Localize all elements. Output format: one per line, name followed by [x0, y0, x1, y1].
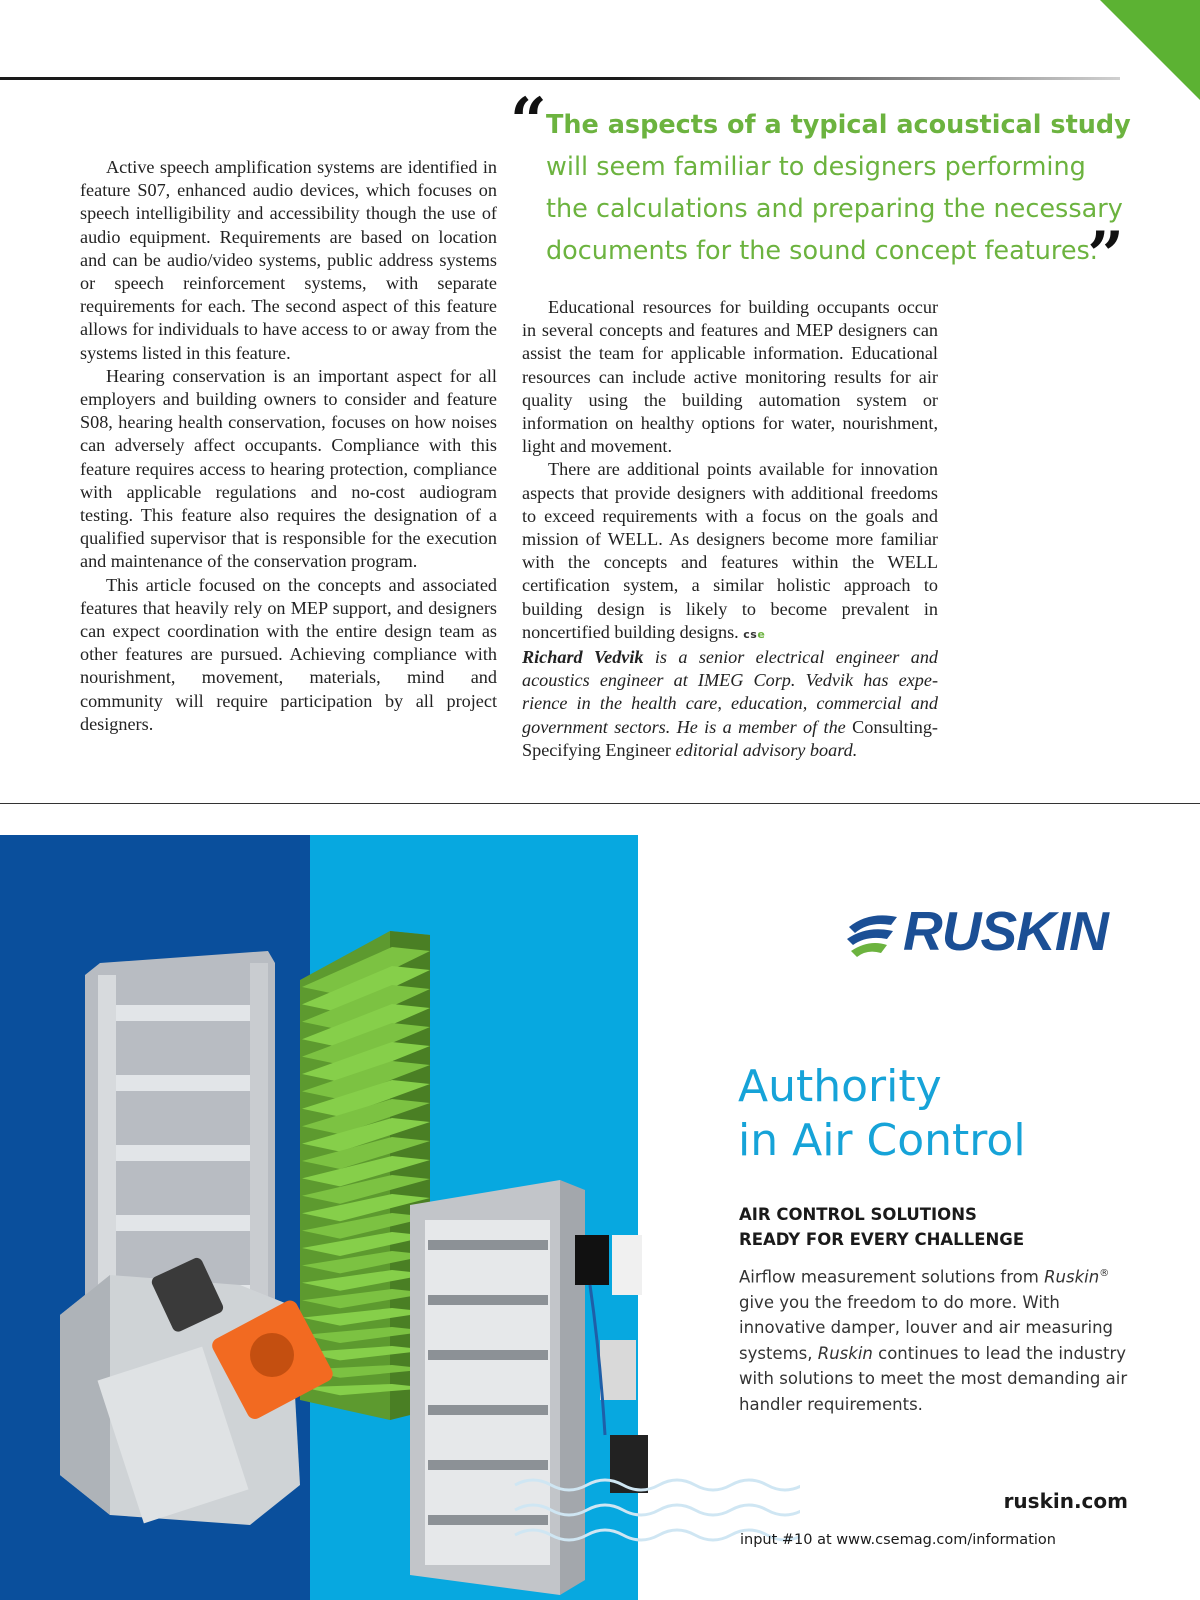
author-bio	[522, 646, 938, 762]
ad-headline-line: Authority	[738, 1061, 942, 1112]
ad-subhead	[739, 1202, 1179, 1252]
article-paragraph-text: There are additional points available for innovation aspects that provide designers with additional freedoms to exceed requirements with a focus on the goals and mission of WELL. As designers become more familiar with the concepts and features within the WELL certification system, a similar holistic approach to building design is likely to become prevalent in noncertified building designs.	[522, 459, 938, 642]
pull-quote-line: The aspects of a typical acoustical study	[546, 110, 1131, 140]
advertisement	[0, 835, 1200, 1600]
damper-blade	[428, 1515, 548, 1525]
ruskin-logo-swoosh-icon	[845, 905, 905, 961]
round-damper-actuator	[60, 1256, 336, 1525]
close-quote-mark: ”	[1087, 218, 1124, 293]
author-bio-text: is a senior electrical engineer and acoustics engineer at IMEG Corp. Vedvik has experience in the health care, education, commercial and government sectors. He is a member of the	[522, 647, 939, 737]
ad-website-link[interactable]: ruskin.com	[1003, 1489, 1128, 1513]
end-mark-e: e	[757, 627, 766, 641]
section-divider	[0, 803, 1200, 804]
ad-headline	[738, 1060, 1178, 1168]
ad-body-text: give you the freedom to do more. With innovative damper, louver and air measuring systems,	[739, 1292, 1114, 1363]
damper-blade	[428, 1240, 548, 1250]
grey-damper-right	[410, 1180, 648, 1595]
publication-name: Consulting-Specifying Engineer	[522, 716, 938, 760]
damper-blade	[116, 1075, 250, 1091]
damper-blade	[116, 1215, 250, 1231]
damper-blade	[428, 1460, 548, 1470]
reader-input-line[interactable]: input #10 at www.csemag.com/information	[740, 1532, 1056, 1548]
ad-body-brand: Ruskin	[1044, 1267, 1100, 1287]
article-column-left	[80, 156, 497, 736]
end-mark-c: c	[743, 627, 751, 641]
end-mark-s: s	[750, 627, 758, 641]
article-paragraph: Active speech amplification systems are identified in feature S07, enhanced audio devices, which focuses on speech intelligibility and accessibility though the use of audio equipment. Requirements are based on location and can be audio/video systems, public address systems or speech reinforcement systems, with separate requirements for each. The second aspect of this feature allows for individuals to have access to or away from the systems listed in this feature.	[80, 157, 497, 363]
ruskin-logo-text: RUSKIN	[903, 900, 1108, 962]
ad-headline-line: in Air Control	[738, 1115, 1026, 1166]
ad-body-copy	[739, 1261, 1129, 1417]
registered-mark: ®	[1099, 1268, 1110, 1279]
pull-quote-line: documents for the sound concept features.	[546, 236, 1098, 266]
ruskin-logo	[845, 900, 1135, 962]
article-column-right	[522, 296, 938, 762]
damper-blade	[428, 1405, 548, 1415]
damper-blade	[116, 1005, 250, 1021]
ad-body-text: Airflow measurement solutions from	[739, 1267, 1045, 1287]
author-name: Richard Vedvik	[522, 647, 644, 668]
ad-subhead-line: AIR CONTROL SOLUTIONS	[739, 1205, 977, 1224]
article-paragraph	[522, 458, 938, 646]
damper-products-illustration	[0, 835, 800, 1600]
article-paragraph: Hearing conservation is an important aspect for all employers and building owners to consider and feature S08, hearing health conservation, focuses on how noises can adversely affect occupants. Compliance with this feature requires access to hearing protection, compliance with applicable regulations and no-cost audiogram testing. This feature also requires the designation of a qualified supervisor that is responsible for the execution and maintenance of the conservation program.	[80, 365, 497, 572]
pull-quote	[510, 84, 1131, 293]
damper-blade	[428, 1295, 548, 1305]
damper-blade	[116, 1145, 250, 1161]
damper-blade	[428, 1350, 548, 1360]
article-paragraph: Educational resources for building occupants occur in several concepts and features and MEP designers can assist the team for applicable information. Educational resources can include active monitoring results for air quality using the building automation system or information on healthy options for water, nourishment, light and movement.	[522, 297, 938, 457]
author-bio-text-end: editorial advisory board.	[671, 739, 858, 760]
cse-end-mark	[743, 628, 765, 641]
corner-accent	[1100, 0, 1200, 100]
open-quote-mark: “	[510, 84, 547, 159]
article-paragraph: This article focused on the concepts and associated features that heavily rely on MEP support, and designers can expect coordination with the entire design team as other features are pursued. Achieving compliance with nourishment, movement, materials, mind and community will require participation by all project designers.	[80, 574, 497, 734]
pull-quote-line: the calculations and preparing the necessary	[546, 194, 1123, 224]
ad-body-text: continues to lead the industry with solutions to meet the most demanding air handler requirements.	[739, 1343, 1128, 1414]
pull-quote-line: will seem familiar to designers performing	[546, 152, 1086, 182]
top-rule	[0, 77, 1120, 80]
ad-subhead-line: READY FOR EVERY CHALLENGE	[739, 1230, 1025, 1249]
ad-body-brand: Ruskin	[817, 1343, 873, 1363]
